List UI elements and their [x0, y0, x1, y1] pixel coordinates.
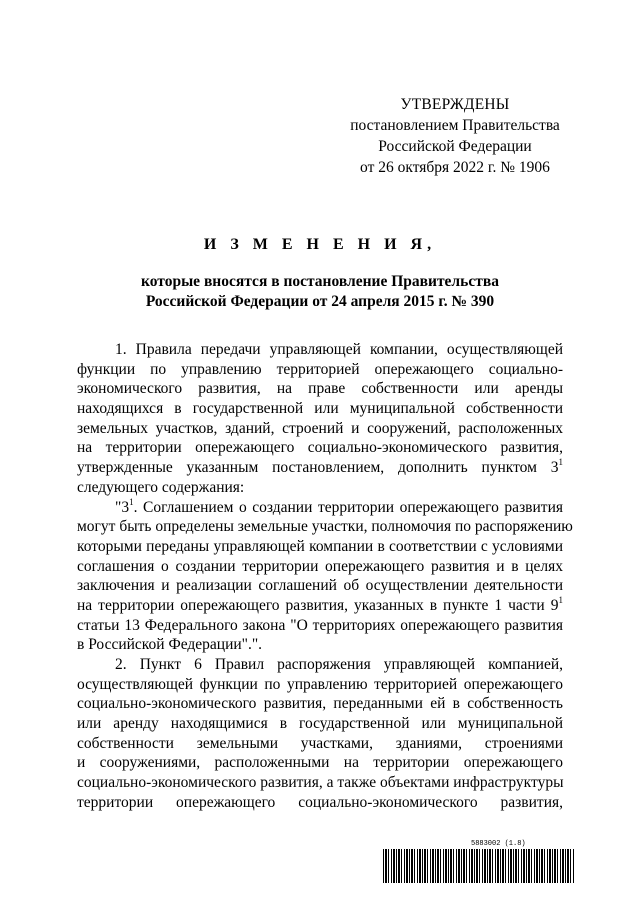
- paragraph-line: функции по управлению территорией опережающего социально-: [77, 360, 563, 378]
- paragraph-line: соглашения о создании территории опережающего развития и в целях: [77, 557, 563, 575]
- paragraph-line-text: утвержденные указанным постановлением, дополнить пунктом 3: [77, 459, 559, 477]
- paragraph-line: осуществляющей функции по управлению территорией опережающего: [77, 675, 563, 693]
- paragraph-line: следующего содержания:: [77, 478, 245, 496]
- paragraph-line: 2. Пункт 6 Правил распоряжения управляющей компанией,: [115, 656, 563, 673]
- paragraph-line: [77, 596, 563, 616]
- approval-line-1: постановлением Правительства: [350, 117, 560, 134]
- paragraph-line: на территории опережающего социально-экономического развития,: [77, 439, 563, 457]
- paragraph-line: собственности земельными участками, зданиями, строениями: [77, 734, 563, 752]
- paragraph-line: социально-экономического развития, а также объектами инфраструктуры: [77, 774, 564, 792]
- heading-subtitle: [60, 272, 580, 312]
- approval-line-2: Российской Федерации: [378, 138, 532, 155]
- heading-subtitle-line-2: Российской Федерации от 24 апреля 2015 г. № 390: [145, 293, 495, 310]
- paragraph-line: [77, 458, 563, 478]
- paragraph-line: находящихся в государственной или муниципальной собственности: [77, 400, 563, 418]
- paragraph-line-text: на территории опережающего развития, указанных в пункте 1 части 9: [77, 596, 559, 614]
- paragraph-line: могут быть определены земельные участки, полномочия по распоряжению: [77, 518, 573, 536]
- paragraph-line: и сооружениями, расположенными на территории опережающего: [77, 754, 563, 772]
- approval-title: УТВЕРЖДЕНЫ: [400, 96, 510, 113]
- paragraph-line: или аренду находящимися в государственной или муниципальной: [77, 715, 563, 733]
- heading-title: И З М Е Н Е Н И Я,: [203, 236, 437, 253]
- barcode: [383, 840, 575, 884]
- document-heading: [60, 236, 580, 312]
- paragraph-line: в Российской Федерации".".: [77, 636, 263, 654]
- heading-subtitle-line-1: которые вносятся в постановление Правительства: [141, 273, 499, 290]
- superscript: 1: [558, 457, 563, 468]
- barcode-bars: [383, 849, 575, 883]
- paragraph-line: социально-экономического развития, переданными ей в собственность: [77, 695, 563, 713]
- paragraph-line: статьи 13 Федерального закона "О территориях опережающего развития: [77, 616, 563, 634]
- paragraph-line: [77, 498, 563, 518]
- paragraph-2: [77, 496, 573, 656]
- paragraph-1: [77, 340, 563, 498]
- paragraph-line: заключения и реализации соглашений об осуществлении деятельности: [77, 577, 563, 595]
- paragraph-line: земельных участков, зданий, строений и сооружений, расположенных: [77, 419, 563, 437]
- paragraph-line: которыми переданы управляющей компании в соответствии с условиями: [77, 537, 563, 555]
- document-body: [77, 340, 573, 813]
- approval-block: [330, 94, 580, 178]
- superscript: 1: [558, 594, 563, 605]
- paragraph-3: [77, 655, 563, 813]
- superscript: 1: [129, 496, 134, 507]
- paragraph-line: 1. Правила передачи управляющей компании, осуществляющей: [115, 341, 563, 358]
- quote-open: "3: [115, 498, 130, 516]
- barcode-caption: 5883002 (1.8): [471, 840, 526, 848]
- paragraph-line: экономического развития, на праве собственности или аренды: [77, 380, 563, 398]
- paragraph-line: территории опережающего социально-экономического развития,: [77, 793, 563, 811]
- paragraph-line-text: . Соглашением о создании территории опережающего развития: [133, 498, 563, 516]
- approval-line-3: от 26 октября 2022 г. № 1906: [360, 159, 550, 176]
